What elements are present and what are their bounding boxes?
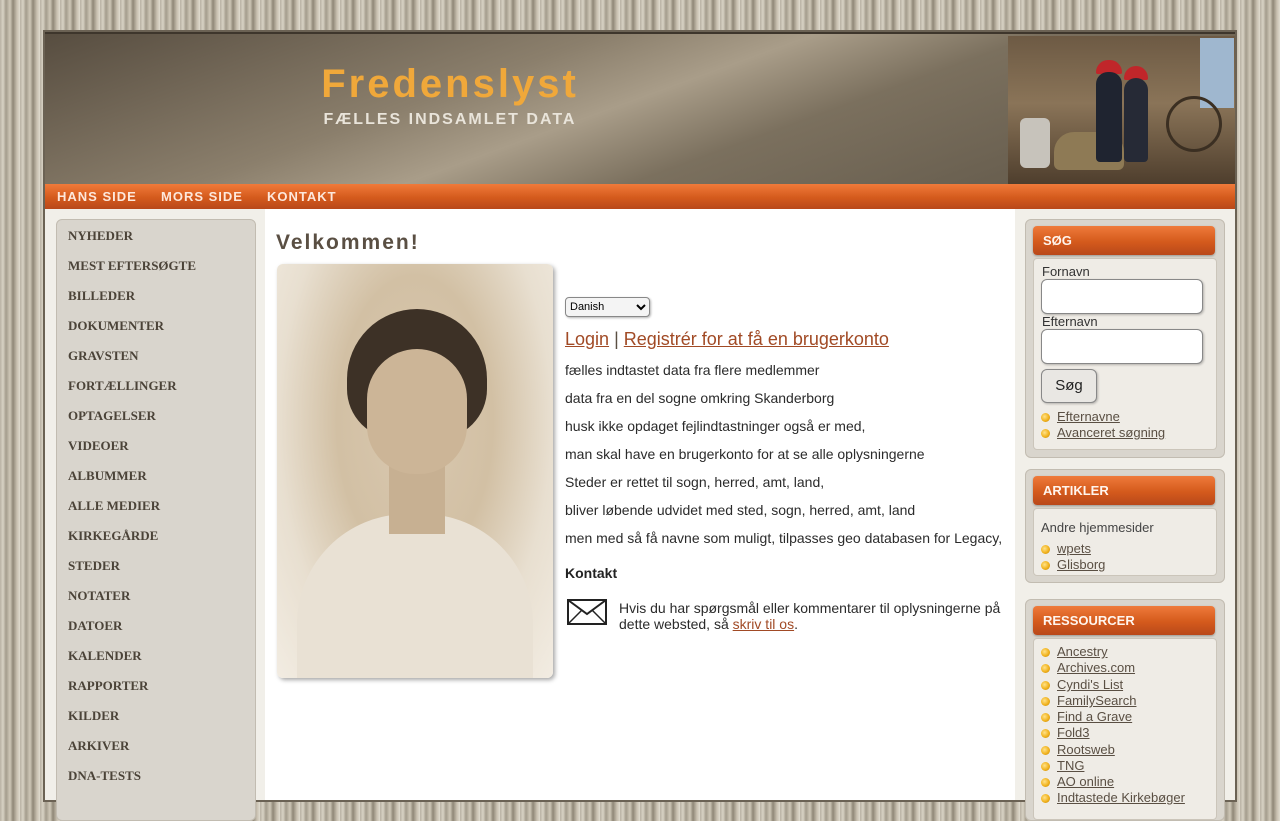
menu-item-nyheder[interactable]: NYHEDER <box>68 228 134 243</box>
contact-heading: Kontakt <box>565 565 618 581</box>
resource-link-ao-online[interactable]: AO online <box>1057 774 1115 789</box>
envelope-icon <box>567 599 607 625</box>
nav-kontakt[interactable]: KONTAKT <box>267 189 337 204</box>
intro-paragraph: bliver løbende udvidet med sted, sogn, herred, amt, land <box>565 502 916 518</box>
menu-item-gravsten[interactable]: GRAVSTEN <box>68 348 139 363</box>
menu-item-rapporter[interactable]: RAPPORTER <box>68 678 149 693</box>
main-content <box>265 209 1015 800</box>
header-photo-person <box>1124 78 1148 162</box>
bullet-icon <box>1041 794 1050 803</box>
menu-item-mest-eftersogte[interactable]: MEST EFTERSØGTE <box>68 258 196 273</box>
bullet-icon <box>1041 746 1050 755</box>
resources-box <box>1025 599 1225 821</box>
menu-item-steder[interactable]: STEDER <box>68 558 121 573</box>
contact-text: Hvis du har spørgsmål eller kommentarer til oplysningerne på dette websted, så <box>619 600 1001 632</box>
site-title[interactable]: Fredenslyst <box>321 62 579 106</box>
bullet-icon <box>1041 762 1050 771</box>
advanced-search-link[interactable]: Avanceret søgning <box>1057 425 1166 440</box>
menu-item-kirkegarde[interactable]: KIRKEGÅRDE <box>68 528 159 543</box>
site-subtitle: FÆLLES INDSAMLET DATA <box>323 111 577 128</box>
resource-link-archives[interactable]: Archives.com <box>1057 660 1136 675</box>
search-heading: SØG <box>1033 226 1215 255</box>
login-separator: | <box>614 329 619 349</box>
search-box <box>1025 219 1225 458</box>
resource-link-rootsweb[interactable]: Rootsweb <box>1057 742 1115 757</box>
page-container <box>45 32 1235 805</box>
search-button[interactable]: Søg <box>1041 369 1097 403</box>
portrait-neck <box>389 464 445 534</box>
nav-mors-side[interactable]: MORS SIDE <box>161 189 243 204</box>
firstname-label: Fornavn <box>1042 264 1090 279</box>
menu-item-fortaellinger[interactable]: FORTÆLLINGER <box>68 378 177 393</box>
menu-item-notater[interactable]: NOTATER <box>68 588 131 603</box>
bullet-icon <box>1041 697 1050 706</box>
language-select[interactable] <box>565 297 650 317</box>
article-link-glisborg[interactable]: Glisborg <box>1057 557 1106 572</box>
bullet-icon <box>1041 413 1050 422</box>
menu-item-dna-tests[interactable]: DNA-TESTS <box>68 768 141 783</box>
resources-heading: RESSOURCER <box>1033 606 1215 635</box>
articles-box <box>1025 469 1225 583</box>
resource-link-tng[interactable]: TNG <box>1057 758 1085 773</box>
bullet-icon <box>1041 561 1050 570</box>
intro-paragraph: man skal have en brugerkonto for at se alle oplysningerne <box>565 446 925 462</box>
bullet-icon <box>1041 648 1050 657</box>
site-header <box>45 32 1235 186</box>
header-photo-wheel <box>1166 96 1222 152</box>
login-link[interactable]: Login <box>565 329 610 349</box>
portrait-face <box>367 349 467 474</box>
surnames-link[interactable]: Efternavne <box>1057 409 1120 424</box>
menu-item-kilder[interactable]: KILDER <box>68 708 120 723</box>
bullet-icon <box>1041 429 1050 438</box>
header-photo-person <box>1096 72 1122 162</box>
intro-paragraph: men med så få navne som muligt, tilpasses geo databasen for Legacy, <box>565 530 1003 546</box>
menu-item-datoer[interactable]: DATOER <box>68 618 123 633</box>
intro-paragraph: husk ikke opdaget fejlindtastninger også er med, <box>565 418 866 434</box>
contact-link[interactable]: skriv til os <box>732 616 795 632</box>
top-navbar <box>45 184 1235 209</box>
resource-link-fold3[interactable]: Fold3 <box>1057 725 1090 740</box>
menu-item-kalender[interactable]: KALENDER <box>68 648 142 663</box>
resource-link-ancestry[interactable]: Ancestry <box>1057 644 1108 659</box>
resource-link-find-a-grave[interactable]: Find a Grave <box>1057 709 1133 724</box>
bullet-icon <box>1041 713 1050 722</box>
login-line <box>565 329 889 350</box>
menu-item-optagelser[interactable]: OPTAGELSER <box>68 408 156 423</box>
left-menu <box>56 219 256 821</box>
portrait-photo <box>277 264 553 678</box>
menu-item-alle-medier[interactable]: ALLE MEDIER <box>68 498 161 513</box>
bullet-icon <box>1041 664 1050 673</box>
bullet-icon <box>1041 681 1050 690</box>
page-title: Velkommen! <box>276 231 420 254</box>
intro-paragraph: data fra en del sogne omkring Skanderborg <box>565 390 835 406</box>
lastname-label: Efternavn <box>1042 314 1098 329</box>
resource-link-familysearch[interactable]: FamilySearch <box>1057 693 1137 708</box>
bullet-icon <box>1041 729 1050 738</box>
bullet-icon <box>1041 545 1050 554</box>
nav-hans-side[interactable]: HANS SIDE <box>57 189 137 204</box>
firstname-input[interactable] <box>1041 279 1203 314</box>
menu-item-billeder[interactable]: BILLEDER <box>68 288 136 303</box>
resource-link-indtastede-kirkeboger[interactable]: Indtastede Kirkebøger <box>1057 790 1185 805</box>
intro-paragraph: Steder er rettet til sogn, herred, amt, land, <box>565 474 825 490</box>
menu-item-dokumenter[interactable]: DOKUMENTER <box>68 318 165 333</box>
contact-text-block <box>619 600 1009 632</box>
bullet-icon <box>1041 778 1050 787</box>
intro-paragraph: fælles indtastet data fra flere medlemmer <box>565 362 820 378</box>
articles-intro: Andre hjemmesider <box>1041 520 1154 535</box>
menu-item-videoer[interactable]: VIDEOER <box>68 438 129 453</box>
menu-item-arkiver[interactable]: ARKIVER <box>68 738 130 753</box>
contact-end: . <box>794 616 798 632</box>
articles-heading: ARTIKLER <box>1033 476 1215 505</box>
article-link-wpets[interactable]: wpets <box>1057 541 1091 556</box>
lastname-input[interactable] <box>1041 329 1203 364</box>
header-photo <box>1008 36 1235 186</box>
menu-item-albummer[interactable]: ALBUMMER <box>68 468 147 483</box>
register-link[interactable]: Registrér for at få en brugerkonto <box>623 329 889 349</box>
header-photo-milk-can <box>1020 118 1050 168</box>
portrait-dress <box>297 514 533 678</box>
resource-link-cyndis-list[interactable]: Cyndi's List <box>1057 677 1124 692</box>
